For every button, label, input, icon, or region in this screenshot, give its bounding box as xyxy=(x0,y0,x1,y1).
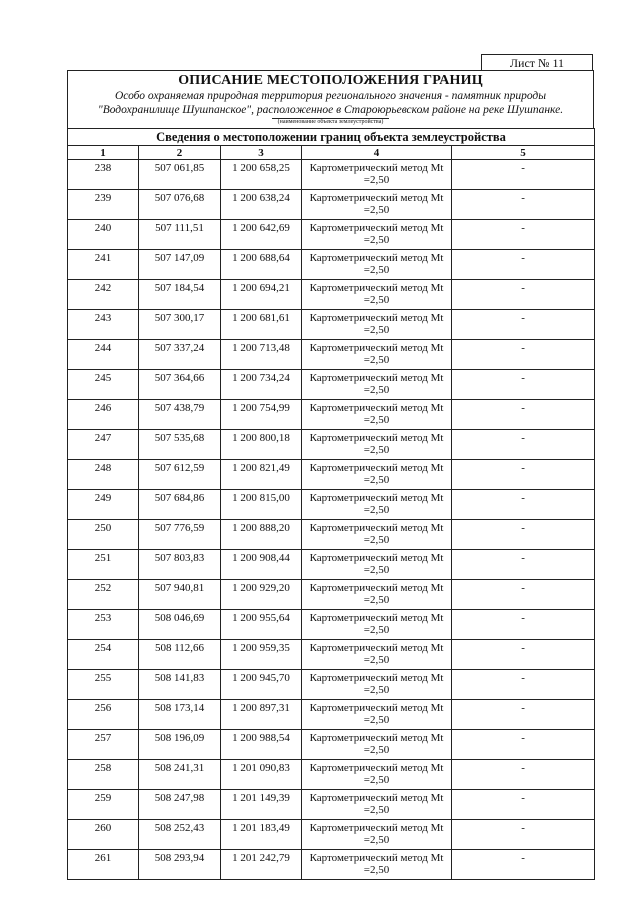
point-description-cell: - xyxy=(452,250,595,280)
point-number-cell: 258 xyxy=(68,760,139,790)
y-coordinate-cell: 1 200 681,61 xyxy=(221,310,302,340)
table-row xyxy=(68,850,595,880)
point-number-cell: 239 xyxy=(68,190,139,220)
x-coordinate-cell: 507 684,86 xyxy=(139,490,221,520)
point-description-cell: - xyxy=(452,610,595,640)
accuracy-value: =2,50 xyxy=(363,384,390,396)
determination-method-cell xyxy=(302,400,452,430)
accuracy-value: =2,50 xyxy=(363,744,390,756)
table-row xyxy=(68,430,595,460)
method-text: Картометрический метод Mt xyxy=(309,282,444,294)
point-number-cell: 257 xyxy=(68,730,139,760)
determination-method-cell xyxy=(302,370,452,400)
x-coordinate-cell: 507 300,17 xyxy=(139,310,221,340)
x-coordinate-cell: 507 776,59 xyxy=(139,520,221,550)
x-coordinate-cell: 508 046,69 xyxy=(139,610,221,640)
table-row xyxy=(68,370,595,400)
accuracy-value: =2,50 xyxy=(363,714,390,726)
method-text: Картометрический метод Mt xyxy=(309,432,444,444)
y-coordinate-cell: 1 200 908,44 xyxy=(221,550,302,580)
accuracy-value: =2,50 xyxy=(363,354,390,366)
x-coordinate-cell: 508 293,94 xyxy=(139,850,221,880)
method-text: Картометрический метод Mt xyxy=(309,312,444,324)
method-text: Картометрический метод Mt xyxy=(309,252,444,264)
y-coordinate-cell: 1 200 821,49 xyxy=(221,460,302,490)
boundary-coordinates-table xyxy=(67,128,595,880)
point-number-cell: 260 xyxy=(68,820,139,850)
method-text: Картометрический метод Mt xyxy=(309,342,444,354)
determination-method-cell xyxy=(302,520,452,550)
method-text: Картометрический метод Mt xyxy=(309,462,444,474)
point-description-cell: - xyxy=(452,340,595,370)
y-coordinate-cell: 1 200 694,21 xyxy=(221,280,302,310)
x-coordinate-cell: 507 612,59 xyxy=(139,460,221,490)
table-row xyxy=(68,580,595,610)
document-title: ОПИСАНИЕ МЕСТОПОЛОЖЕНИЯ ГРАНИЦ xyxy=(178,73,483,88)
y-coordinate-cell: 1 200 945,70 xyxy=(221,670,302,700)
table-row xyxy=(68,760,595,790)
point-description-cell: - xyxy=(452,550,595,580)
table-body xyxy=(68,160,595,880)
accuracy-value: =2,50 xyxy=(363,564,390,576)
point-number-cell: 243 xyxy=(68,310,139,340)
accuracy-value: =2,50 xyxy=(363,174,390,186)
determination-method-cell xyxy=(302,430,452,460)
point-description-cell: - xyxy=(452,520,595,550)
column-header-5: 5 xyxy=(452,146,595,160)
method-text: Картометрический метод Mt xyxy=(309,522,444,534)
object-description-line-2: "Водохранилище Шушпанское", расположенное в Староюрьевском районе на реке Шушпанке. xyxy=(97,104,564,116)
determination-method-cell xyxy=(302,820,452,850)
y-coordinate-cell: 1 200 959,35 xyxy=(221,640,302,670)
x-coordinate-cell: 507 076,68 xyxy=(139,190,221,220)
point-number-cell: 254 xyxy=(68,640,139,670)
point-number-cell: 261 xyxy=(68,850,139,880)
x-coordinate-cell: 507 535,68 xyxy=(139,430,221,460)
point-number-cell: 253 xyxy=(68,610,139,640)
method-text: Картометрический метод Mt xyxy=(309,582,444,594)
x-coordinate-cell: 507 438,79 xyxy=(139,400,221,430)
x-coordinate-cell: 507 184,54 xyxy=(139,280,221,310)
y-coordinate-cell: 1 201 149,39 xyxy=(221,790,302,820)
table-row xyxy=(68,730,595,760)
table-row xyxy=(68,700,595,730)
method-text: Картометрический метод Mt xyxy=(309,702,444,714)
accuracy-value: =2,50 xyxy=(363,594,390,606)
x-coordinate-cell: 507 111,51 xyxy=(139,220,221,250)
accuracy-value: =2,50 xyxy=(363,864,390,876)
column-header-1: 1 xyxy=(68,146,139,160)
x-coordinate-cell: 507 337,24 xyxy=(139,340,221,370)
determination-method-cell xyxy=(302,340,452,370)
determination-method-cell xyxy=(302,610,452,640)
accuracy-value: =2,50 xyxy=(363,474,390,486)
section-title: Сведения о местоположении границ объекта землеустройства xyxy=(68,129,595,146)
x-coordinate-cell: 508 241,31 xyxy=(139,760,221,790)
accuracy-value: =2,50 xyxy=(363,804,390,816)
table-row xyxy=(68,280,595,310)
y-coordinate-cell: 1 200 955,64 xyxy=(221,610,302,640)
column-header-2: 2 xyxy=(139,146,221,160)
y-coordinate-cell: 1 201 242,79 xyxy=(221,850,302,880)
determination-method-cell xyxy=(302,160,452,190)
point-description-cell: - xyxy=(452,640,595,670)
x-coordinate-cell: 508 112,66 xyxy=(139,640,221,670)
table-row xyxy=(68,520,595,550)
table-row xyxy=(68,460,595,490)
method-text: Картометрический метод Mt xyxy=(309,372,444,384)
point-number-cell: 241 xyxy=(68,250,139,280)
point-number-cell: 256 xyxy=(68,700,139,730)
point-description-cell: - xyxy=(452,820,595,850)
determination-method-cell xyxy=(302,700,452,730)
method-text: Картометрический метод Mt xyxy=(309,852,444,864)
method-text: Картометрический метод Mt xyxy=(309,402,444,414)
x-coordinate-cell: 508 173,14 xyxy=(139,700,221,730)
y-coordinate-cell: 1 200 754,99 xyxy=(221,400,302,430)
table-row xyxy=(68,160,595,190)
accuracy-value: =2,50 xyxy=(363,444,390,456)
point-number-cell: 246 xyxy=(68,400,139,430)
method-text: Картометрический метод Mt xyxy=(309,732,444,744)
point-description-cell: - xyxy=(452,760,595,790)
determination-method-cell xyxy=(302,250,452,280)
point-number-cell: 249 xyxy=(68,490,139,520)
determination-method-cell xyxy=(302,850,452,880)
y-coordinate-cell: 1 201 090,83 xyxy=(221,760,302,790)
table-row xyxy=(68,550,595,580)
point-description-cell: - xyxy=(452,280,595,310)
table-row xyxy=(68,400,595,430)
y-coordinate-cell: 1 200 713,48 xyxy=(221,340,302,370)
accuracy-value: =2,50 xyxy=(363,414,390,426)
accuracy-value: =2,50 xyxy=(363,684,390,696)
x-coordinate-cell: 507 061,85 xyxy=(139,160,221,190)
accuracy-value: =2,50 xyxy=(363,654,390,666)
y-coordinate-cell: 1 200 929,20 xyxy=(221,580,302,610)
object-name-caption: (наименование объекта землеустройства) xyxy=(272,118,390,125)
point-description-cell: - xyxy=(452,790,595,820)
determination-method-cell xyxy=(302,460,452,490)
determination-method-cell xyxy=(302,190,452,220)
point-number-cell: 255 xyxy=(68,670,139,700)
method-text: Картометрический метод Mt xyxy=(309,612,444,624)
y-coordinate-cell: 1 200 897,31 xyxy=(221,700,302,730)
y-coordinate-cell: 1 200 642,69 xyxy=(221,220,302,250)
x-coordinate-cell: 508 252,43 xyxy=(139,820,221,850)
table-row xyxy=(68,190,595,220)
point-description-cell: - xyxy=(452,580,595,610)
y-coordinate-cell: 1 200 734,24 xyxy=(221,370,302,400)
point-description-cell: - xyxy=(452,190,595,220)
determination-method-cell xyxy=(302,580,452,610)
accuracy-value: =2,50 xyxy=(363,774,390,786)
accuracy-value: =2,50 xyxy=(363,324,390,336)
accuracy-value: =2,50 xyxy=(363,204,390,216)
point-description-cell: - xyxy=(452,670,595,700)
y-coordinate-cell: 1 200 800,18 xyxy=(221,430,302,460)
table-row xyxy=(68,490,595,520)
point-number-cell: 245 xyxy=(68,370,139,400)
point-number-cell: 252 xyxy=(68,580,139,610)
point-description-cell: - xyxy=(452,700,595,730)
determination-method-cell xyxy=(302,550,452,580)
table-row xyxy=(68,310,595,340)
y-coordinate-cell: 1 200 658,25 xyxy=(221,160,302,190)
determination-method-cell xyxy=(302,220,452,250)
y-coordinate-cell: 1 200 638,24 xyxy=(221,190,302,220)
determination-method-cell xyxy=(302,310,452,340)
point-description-cell: - xyxy=(452,370,595,400)
point-number-cell: 247 xyxy=(68,430,139,460)
y-coordinate-cell: 1 200 815,00 xyxy=(221,490,302,520)
determination-method-cell xyxy=(302,790,452,820)
method-text: Картометрический метод Mt xyxy=(309,822,444,834)
y-coordinate-cell: 1 200 988,54 xyxy=(221,730,302,760)
method-text: Картометрический метод Mt xyxy=(309,792,444,804)
method-text: Картометрический метод Mt xyxy=(309,492,444,504)
method-text: Картометрический метод Mt xyxy=(309,762,444,774)
table-row xyxy=(68,340,595,370)
x-coordinate-cell: 507 803,83 xyxy=(139,550,221,580)
y-coordinate-cell: 1 200 688,64 xyxy=(221,250,302,280)
table-row xyxy=(68,640,595,670)
determination-method-cell xyxy=(302,670,452,700)
point-number-cell: 240 xyxy=(68,220,139,250)
table-row xyxy=(68,610,595,640)
point-description-cell: - xyxy=(452,400,595,430)
method-text: Картометрический метод Mt xyxy=(309,162,444,174)
method-text: Картометрический метод Mt xyxy=(309,672,444,684)
determination-method-cell xyxy=(302,640,452,670)
x-coordinate-cell: 508 247,98 xyxy=(139,790,221,820)
method-text: Картометрический метод Mt xyxy=(309,642,444,654)
object-description-line-1: Особо охраняемая природная территория регионального значения - памятник природы xyxy=(114,90,547,102)
table-row xyxy=(68,220,595,250)
accuracy-value: =2,50 xyxy=(363,504,390,516)
sheet-number: Лист № 11 xyxy=(481,54,593,71)
point-description-cell: - xyxy=(452,310,595,340)
accuracy-value: =2,50 xyxy=(363,294,390,306)
point-description-cell: - xyxy=(452,460,595,490)
accuracy-value: =2,50 xyxy=(363,264,390,276)
x-coordinate-cell: 508 196,09 xyxy=(139,730,221,760)
column-header-3: 3 xyxy=(221,146,302,160)
determination-method-cell xyxy=(302,760,452,790)
method-text: Картометрический метод Mt xyxy=(309,222,444,234)
x-coordinate-cell: 507 147,09 xyxy=(139,250,221,280)
point-number-cell: 251 xyxy=(68,550,139,580)
point-description-cell: - xyxy=(452,850,595,880)
point-number-cell: 238 xyxy=(68,160,139,190)
column-header-4: 4 xyxy=(302,146,452,160)
determination-method-cell xyxy=(302,280,452,310)
point-description-cell: - xyxy=(452,430,595,460)
accuracy-value: =2,50 xyxy=(363,624,390,636)
x-coordinate-cell: 507 364,66 xyxy=(139,370,221,400)
document-header xyxy=(67,70,594,128)
x-coordinate-cell: 507 940,81 xyxy=(139,580,221,610)
accuracy-value: =2,50 xyxy=(363,534,390,546)
determination-method-cell xyxy=(302,730,452,760)
accuracy-value: =2,50 xyxy=(363,234,390,246)
table-row xyxy=(68,670,595,700)
y-coordinate-cell: 1 201 183,49 xyxy=(221,820,302,850)
point-number-cell: 250 xyxy=(68,520,139,550)
table-row xyxy=(68,820,595,850)
point-number-cell: 248 xyxy=(68,460,139,490)
point-number-cell: 244 xyxy=(68,340,139,370)
point-description-cell: - xyxy=(452,490,595,520)
method-text: Картометрический метод Mt xyxy=(309,552,444,564)
point-description-cell: - xyxy=(452,220,595,250)
table-row xyxy=(68,250,595,280)
point-number-cell: 242 xyxy=(68,280,139,310)
x-coordinate-cell: 508 141,83 xyxy=(139,670,221,700)
point-description-cell: - xyxy=(452,730,595,760)
method-text: Картометрический метод Mt xyxy=(309,192,444,204)
determination-method-cell xyxy=(302,490,452,520)
y-coordinate-cell: 1 200 888,20 xyxy=(221,520,302,550)
table-row xyxy=(68,790,595,820)
point-number-cell: 259 xyxy=(68,790,139,820)
point-description-cell: - xyxy=(452,160,595,190)
accuracy-value: =2,50 xyxy=(363,834,390,846)
